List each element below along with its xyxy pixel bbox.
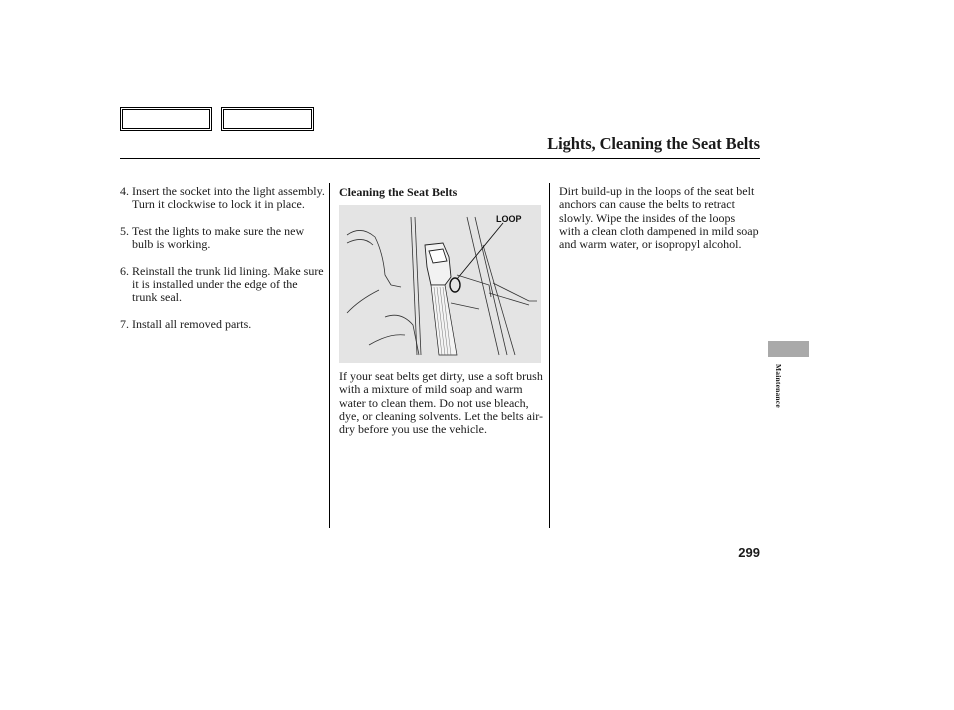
section-heading: Cleaning the Seat Belts [339,185,458,199]
step-item [120,318,325,331]
nav-box-left[interactable] [120,107,212,131]
step-item [120,225,325,252]
step-list [120,185,325,345]
column-divider-2 [549,183,550,528]
step-text: Insert the socket into the light assembly. Turn it clockwise to lock it in place. [132,184,325,212]
step-item [120,185,325,212]
nav-box-right[interactable] [221,107,314,131]
loop-label: LOOP [496,214,522,224]
page-number: 299 [738,545,760,560]
step-number: 6. [120,263,129,278]
cleaning-paragraph: If your seat belts get dirty, use a soft brush with a mixture of mild soap and warm water to clean them. Do not use bleach, dye, or cleaning solvents. Let the belts air-dry before you use the vehicle. [339,369,544,437]
column-divider-1 [329,183,330,528]
step-text: Reinstall the trunk lid lining. Make sure it is installed under the edge of the trunk seal. [132,263,324,305]
section-tab-label: Maintenance [774,364,783,408]
section-tab [768,341,809,357]
step-text: Test the lights to make sure the new bulb is working. [132,223,305,252]
step-item [120,265,325,305]
page-title: Lights, Cleaning the Seat Belts [547,134,760,153]
loop-cleaning-paragraph: Dirt build-up in the loops of the seat belt anchors can cause the belts to retract slowly. Wipe the insides of the loops with a clean cloth dampened in mild soap and warm water, or isopropyl alcohol. [559,184,759,252]
header-rule [120,158,760,159]
seat-belt-drawing [339,205,541,363]
step-number: 7. [120,316,129,331]
seat-belt-illustration [339,205,541,363]
step-text: Install all removed parts. [132,316,252,331]
step-number: 5. [120,223,129,238]
step-number: 4. [120,184,129,198]
